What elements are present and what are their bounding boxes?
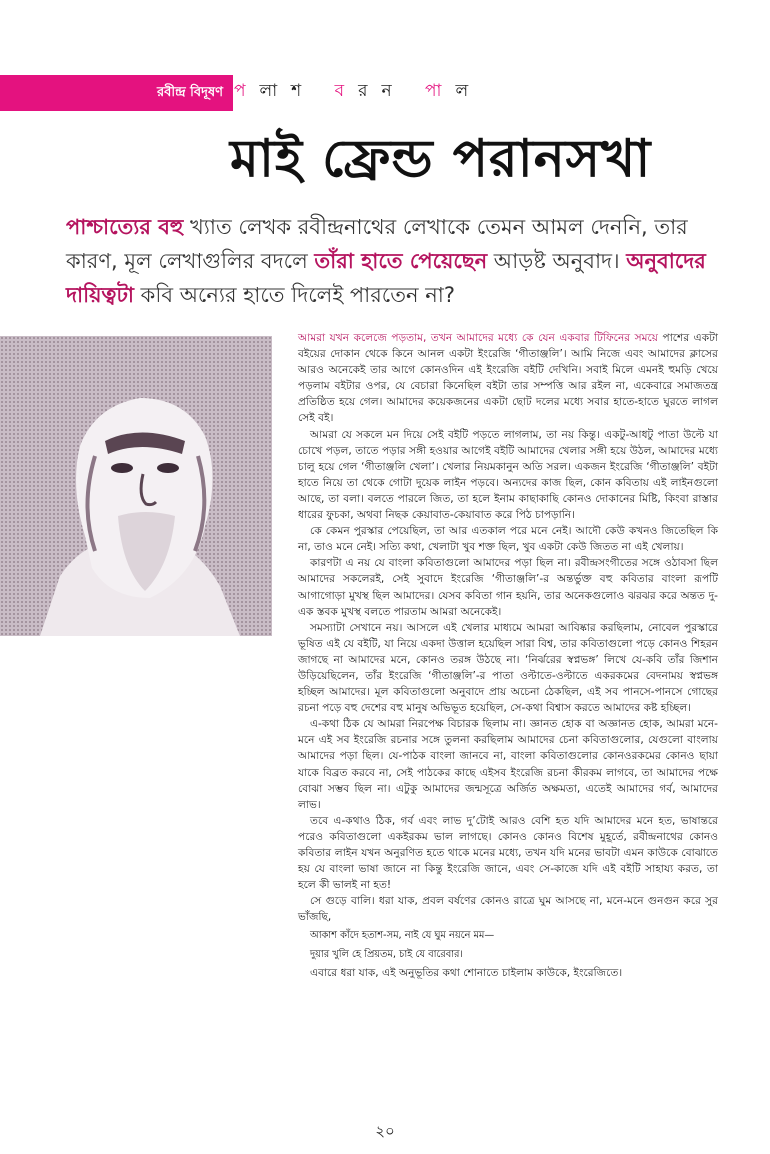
body-paragraph: সে গুড়ে বালি। ধরা যাক, প্রবল বর্ষণের কোনও রাত্রে ঘুম আসছে না, মনে-মনে গুনগুন করে সুর ভাঁজছি, xyxy=(298,895,718,924)
author-letter: ব xyxy=(334,81,359,101)
body-paragraph: তবে এ-কথাও ঠিক, গর্ব এবং লাভ দু’টোই আরও বেশি হত যদি আমাদের মনে হত, ভাষান্তরে পরেও কবিতাগুলো একইরকম ভাল লাগছে। কোনও কোনও বিশেষ মুহূর্তে, রবীন্দ্রনাথের কোনও কবিতার লাইন যখন অনুরণিত হতে থাকে মনের মধ্যে, তখন যদি মনের ভাবটা এমন কাউকে বোঝাতে হয় যে বাংলা ভাষা জানে না কিন্তু ইংরেজি জানে, এবং সে-কাজে যদি এই বইটি সাহায্য করত, তা হলে কী ভালই না হত! xyxy=(298,814,718,892)
verse-line: দুয়ার খুলি হে প্রিয়তম, চাই যে বারেবার। xyxy=(310,949,463,961)
body-paragraph: কারণটা এ নয় যে বাংলা কবিতাগুলো আমাদের পড়া ছিল না। রবীন্দ্রসংগীতের সঙ্গে ওঠাবসা ছিল আমাদের সকলেরই, সেই সুবাদে ইংরেজি ‘গীতাঞ্জলি’-র অন্তর্ভুক্ত বহু কবিতার বাংলা রূপটি আগাগোড়া মুখস্থ ছিল আমাদের। যেসব কবিতা গান হয়নি, তার অনেকগুলোও ঝরঝর করে অন্তত দু-এক স্তবক মুখস্থ বলতে পারতাম আমরা অনেকেই। xyxy=(298,557,718,618)
author-letter: ল xyxy=(455,81,483,101)
body-paragraph: এবারে ধরা যাক, এই অনুভূতির কথা শোনাতে চাইলাম কাউকে, ইংরেজিতে। xyxy=(310,967,623,980)
lead-text: আড়ষ্ট অনুবাদ। xyxy=(487,249,627,273)
section-tag-label: রবীন্দ্র বিদূষণ xyxy=(157,84,223,100)
lead-highlight: পাশ্চাত্যের বহু xyxy=(66,215,184,239)
lead-highlight: অনুবাদের দায়িত্বটা xyxy=(66,249,706,307)
article-title: মাই ফ্রেন্ড পরানসখা xyxy=(230,128,652,189)
author-letter: ন xyxy=(381,81,406,101)
body-paragraph: সমস্যাটা সেখানে নয়। আসলে এই খেলার মাধ্যমে আমরা আবিষ্কার করছিলাম, নোবেল পুরস্কারে ভূষিত এই যে বইটি, যা নিয়ে একদা উত্তাল হয়েছিল সারা বিশ্ব, তার কবিতাগুলো পড়ে কোনও শিহরন জাগছে না আমাদের মনে, কোনও তরঙ্গ উঠছে না। ‘নির্ঝরের স্বপ্নভঙ্গ’ লিখে যে-কবি তাঁর জিশান উড়িয়েছিলেন, তাঁর ইংরেজি ‘গীতাঞ্জলি’-র পাতা ওল্টাতে-ওল্টাতে একরকমের বেদনাময় স্বপ্নভঙ্গ হচ্ছিল আমাদের। মূল কবিতাগুলো অনুবাদে প্রায় অচেনা ঠেকছিল, এই সব পানসে-পানসে গোছের রচনা পড়ে বহু দেশের বহু মানুষ অভিভূত হয়েছিল, সে-কথা বিশ্বাস করতে আমাদের কষ্ট হচ্ছিল। xyxy=(298,621,718,715)
verse-line: আকাশ কাঁদে হতাশ-সম, নাই যে ঘুম নয়নে মম— xyxy=(310,930,495,942)
body-paragraph: এ-কথা ঠিক যে আমরা নিরপেক্ষ বিচারক ছিলাম না। জ্ঞানত হোক বা অজ্ঞানত হোক, আমরা মনে-মনে এই সব ইংরেজি রচনার সঙ্গে তুলনা করছিলাম আমাদের চেনা কবিতাগুলোর, যেগুলো বাংলায় আমাদের পড়া ছিল। যে-পাঠক বাংলা জানবে না, বাংলা কবিতাগুলোর কোনওরকমের কোনও ছায়া যাকে বিব্রত করবে না, সেই পাঠকের কাছে এইসব ইংরেজি রচনা কীরকম লাগবে, তা আমাদের পক্ষে বোঝা সম্ভব ছিল না। এটুকু আমাদের জন্মসূত্রে অর্জিত অক্ষমতা, এতেই আমাদের গর্ব, আমাদের লাভ। xyxy=(298,718,718,811)
author-letter: লা xyxy=(259,81,292,101)
author-name xyxy=(234,78,482,106)
section-tag xyxy=(0,75,233,111)
paragraph-text: পাশের একটা বইয়ের দোকান থেকে কিনে আনল একটা ইংরেজি ‘গীতাঞ্জলি’। আমি নিজে এবং আমাদের ক্লাসের আরও অনেকেই তার আগে কোনওদিন এই ইংরেজি বইটি দেখিনি। সবাই মিলে এমনই হুমড়ি খেয়ে পড়লাম বইটার ওপর, যে বেচারা কিনেছিল বইটা তার সম্পত্তি আর রইল না, একেবারে সমাজতন্ত্র প্রতিষ্ঠিত হয়ে গেল। আমাদের কয়েকজনের একটা ছোট দলের মধ্যে সবার হাতে-হাতে ঘুরতে লাগল সেই বই। xyxy=(298,332,718,425)
author-letter: পা xyxy=(425,81,456,101)
lead-text: কবি অন্যের হাতে দিলেই পারতেন না? xyxy=(133,283,455,307)
article-body xyxy=(298,330,718,982)
author-letter: র xyxy=(358,81,382,101)
lead-highlight: তাঁরা হাতে পেয়েছেন xyxy=(314,249,488,273)
page-number: ২০ xyxy=(375,1122,395,1140)
portrait-illustration xyxy=(0,336,272,636)
lead-paragraph xyxy=(66,210,726,312)
first-line: আমরা যখন কলেজে পড়তাম, তখন আমাদের মধ্যে কে যেন একবার টিফিনের সময়ে xyxy=(298,332,658,344)
body-paragraph xyxy=(298,330,718,427)
author-letter: প xyxy=(234,81,260,101)
tagore-portrait xyxy=(0,336,272,636)
body-paragraph: আমরা যে সকলে মন দিয়ে সেই বইটি পড়তে লাগলাম, তা নয় কিন্তু। একটু-আধটু পাতা উল্টে যা চোখে পড়ল, তাতে পড়ার সঙ্গী হওয়ার আগেই বইটি আমাদের খেলার সঙ্গী হয়ে উঠল, আমাদের মধ্যে চালু হয়ে গেল ‘গীতাঞ্জলি খেলা’। খেলার নিয়মকানুন অতি সরল। একজন ইংরেজি ‘গীতাঞ্জলি’ বইটা হাতে নিয়ে তা থেকে গোটা দুয়েক লাইন পড়বে। অন্যদের কাজ ছিল, কোন কবিতায় এই লাইনগুলো আছে, তা বলা। বলতে পারলে জিত, তা হলে ইনাম কাছাকাছি কোনও দোকানের মিষ্টি, কিংবা রাস্তার ধারের ফুচকা, অথবা নিছক কেয়াবাত-কেয়াবাত করে পিঠ চাপড়ানি। xyxy=(298,428,718,522)
author-letter: শ xyxy=(291,81,316,101)
body-paragraph: কে কেমন পুরস্কার পেয়েছিল, তা আর এতকাল পরে মনে নেই। আদৌ কেউ কখনও জিতেছিল কি না, তাও মনে নেই। সত্যি কথা, খেলাটা খুব শক্ত ছিল, খুব একটা কেউ জিতত না এই খেলায়। xyxy=(298,525,718,554)
lead-text: খ্যাত লেখক রবীন্দ্রনাথের লেখাকে তেমন আমল দেননি, তার কারণ, মূল লেখাগুলির বদলে xyxy=(66,215,688,273)
